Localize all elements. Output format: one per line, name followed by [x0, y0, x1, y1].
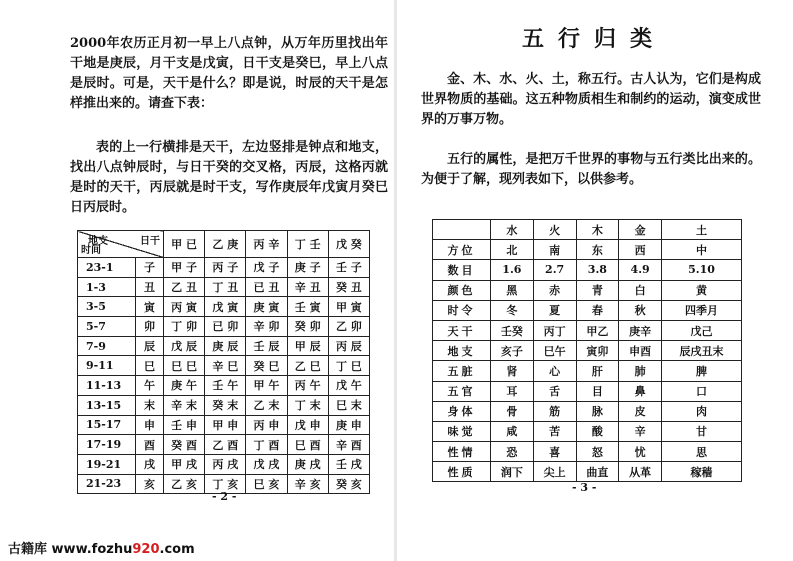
column-header: 土 [662, 220, 742, 240]
attribute-label-cell: 颜色 [433, 280, 491, 300]
branch-cell: 丑 [136, 277, 164, 297]
attribute-value-cell: 东 [576, 240, 619, 260]
time-cell: 1-3 [78, 277, 136, 297]
attribute-label-cell: 方位 [433, 240, 491, 260]
stem-branch-cell: 辛 卯 [246, 317, 287, 337]
attribute-value-cell: 骨 [491, 401, 534, 421]
stem-branch-cell: 甲 戌 [164, 454, 205, 474]
stem-branch-cell: 乙 亥 [164, 474, 205, 494]
time-cell: 21-23 [78, 474, 136, 494]
column-header: 木 [576, 220, 619, 240]
stem-branch-cell: 庚 子 [287, 258, 328, 278]
attribute-label-cell: 五官 [433, 381, 491, 401]
stem-branch-cell: 辛 酉 [328, 435, 369, 455]
stem-branch-cell: 癸 亥 [328, 474, 369, 494]
table-row [78, 336, 370, 356]
attribute-value-cell: 5.10 [662, 260, 742, 280]
table-row [78, 415, 370, 435]
attribute-value-cell: 曲直 [576, 462, 619, 482]
stem-branch-cell: 乙 酉 [205, 435, 246, 455]
stem-branch-cell: 庚 戌 [287, 454, 328, 474]
attribute-value-cell: 目 [576, 381, 619, 401]
branch-cell: 子 [136, 258, 164, 278]
table-row [78, 356, 370, 376]
stem-branch-cell: 戊 戌 [246, 454, 287, 474]
table-row [78, 454, 370, 474]
stem-branch-cell: 壬 戌 [328, 454, 369, 474]
corner-label-day-stem: 日干 [140, 236, 160, 247]
branch-cell: 卯 [136, 317, 164, 337]
stem-branch-cell: 丙 戌 [205, 454, 246, 474]
time-cell: 7-9 [78, 336, 136, 356]
corner-label-time: 时间 [81, 245, 101, 256]
column-header: 丁 壬 [287, 231, 328, 258]
attributes-paragraph: 五行的属性，是把万千世界的事物与五行类比出来的。为便于了解，现列表如下，以供参考。 [421, 152, 761, 187]
stem-branch-cell: 巳 酉 [287, 435, 328, 455]
branch-cell: 巳 [136, 356, 164, 376]
stem-branch-cell: 乙 末 [246, 395, 287, 415]
stem-branch-cell: 乙 卯 [328, 317, 369, 337]
attribute-value-cell: 脾 [662, 361, 742, 381]
attribute-value-cell: 稼穑 [662, 462, 742, 482]
attribute-label-cell: 性质 [433, 462, 491, 482]
attribute-label-cell: 性情 [433, 442, 491, 462]
page-number: - 2 - [212, 490, 237, 503]
watermark-url-suffix: .com [159, 542, 195, 557]
watermark-url-number: 920 [132, 542, 160, 557]
stem-branch-cell: 乙 丑 [164, 277, 205, 297]
table-row [78, 258, 370, 278]
stem-branch-cell: 甲 申 [205, 415, 246, 435]
attribute-value-cell: 尖上 [533, 462, 576, 482]
stem-branch-cell: 癸 巳 [246, 356, 287, 376]
table-row [78, 395, 370, 415]
attribute-value-cell: 丙丁 [533, 320, 576, 340]
time-cell: 23-1 [78, 258, 136, 278]
stem-branch-cell: 庚 寅 [246, 297, 287, 317]
stem-branch-cell: 辛 丑 [287, 277, 328, 297]
table-row [78, 317, 370, 337]
attribute-value-cell: 中 [662, 240, 742, 260]
time-cell: 15-17 [78, 415, 136, 435]
table-row [433, 361, 742, 381]
attribute-label-cell: 数目 [433, 260, 491, 280]
hour-stem-table-header [78, 231, 370, 258]
stem-branch-cell: 丁 巳 [328, 356, 369, 376]
stem-branch-cell: 巳 亥 [246, 474, 287, 494]
column-header: 火 [533, 220, 576, 240]
attribute-value-cell: 润下 [491, 462, 534, 482]
attribute-label-cell: 天干 [433, 320, 491, 340]
column-header: 丙 辛 [246, 231, 287, 258]
table-row [433, 260, 742, 280]
stem-branch-cell: 巳 末 [328, 395, 369, 415]
stem-branch-cell: 甲 午 [246, 376, 287, 396]
stem-branch-cell: 丙 申 [246, 415, 287, 435]
attribute-label-cell: 身体 [433, 401, 491, 421]
attribute-value-cell: 北 [491, 240, 534, 260]
stem-branch-cell: 庚 申 [328, 415, 369, 435]
attribute-label-cell: 五脏 [433, 361, 491, 381]
attribute-value-cell: 秋 [619, 300, 662, 320]
stem-branch-cell: 辛 巳 [205, 356, 246, 376]
table-row [433, 442, 742, 462]
attribute-value-cell: 冬 [491, 300, 534, 320]
table-row [78, 277, 370, 297]
stem-branch-cell: 戊 午 [328, 376, 369, 396]
column-header: 金 [619, 220, 662, 240]
attribute-label-cell: 地支 [433, 341, 491, 361]
attribute-value-cell: 心 [533, 361, 576, 381]
table-row [433, 381, 742, 401]
stem-branch-cell: 丁 卯 [164, 317, 205, 337]
left-page [0, 0, 396, 561]
column-header: 戊 癸 [328, 231, 369, 258]
stem-branch-cell: 丙 寅 [164, 297, 205, 317]
time-cell: 9-11 [78, 356, 136, 376]
table-row [78, 435, 370, 455]
attribute-value-cell: 酸 [576, 421, 619, 441]
watermark-site-name: 古籍库 [8, 542, 48, 557]
table-row [433, 280, 742, 300]
stem-branch-cell: 辛 亥 [287, 474, 328, 494]
attribute-value-cell: 壬癸 [491, 320, 534, 340]
stem-branch-cell: 丁 丑 [205, 277, 246, 297]
branch-cell: 酉 [136, 435, 164, 455]
attribute-value-cell: 肝 [576, 361, 619, 381]
table-row [433, 300, 742, 320]
stem-branch-cell: 巳 巳 [164, 356, 205, 376]
attribute-value-cell: 亥子 [491, 341, 534, 361]
attribute-label-cell: 味觉 [433, 421, 491, 441]
page-number: - 3 - [572, 481, 597, 494]
attribute-value-cell: 耳 [491, 381, 534, 401]
attribute-value-cell: 舌 [533, 381, 576, 401]
stem-branch-cell: 癸 丑 [328, 277, 369, 297]
table-row [78, 376, 370, 396]
branch-cell: 辰 [136, 336, 164, 356]
attribute-value-cell: 寅卯 [576, 341, 619, 361]
attribute-value-cell: 苦 [533, 421, 576, 441]
attribute-value-cell: 从革 [619, 462, 662, 482]
attribute-value-cell: 赤 [533, 280, 576, 300]
attribute-value-cell: 甲乙 [576, 320, 619, 340]
branch-cell: 戌 [136, 454, 164, 474]
empty-corner-cell [433, 220, 491, 240]
attribute-value-cell: 皮 [619, 401, 662, 421]
attribute-value-cell: 西 [619, 240, 662, 260]
stem-branch-cell: 戊 寅 [205, 297, 246, 317]
stem-branch-cell: 丁 末 [287, 395, 328, 415]
branch-cell: 午 [136, 376, 164, 396]
stem-branch-cell: 丙 午 [287, 376, 328, 396]
watermark-url-prefix: www.fozhu [51, 542, 133, 557]
stem-branch-cell: 丙 子 [205, 258, 246, 278]
attribute-value-cell: 1.6 [491, 260, 534, 280]
attribute-value-cell: 咸 [491, 421, 534, 441]
attribute-value-cell: 2.7 [533, 260, 576, 280]
book-gutter [394, 0, 397, 561]
table-row [433, 240, 742, 260]
attribute-value-cell: 怒 [576, 442, 619, 462]
column-header: 乙 庚 [205, 231, 246, 258]
stem-branch-cell: 壬 子 [328, 258, 369, 278]
attribute-value-cell: 口 [662, 381, 742, 401]
attribute-value-cell: 忧 [619, 442, 662, 462]
attribute-value-cell: 四季月 [662, 300, 742, 320]
right-page [398, 0, 793, 561]
attribute-value-cell: 白 [619, 280, 662, 300]
site-watermark [8, 538, 195, 557]
instruction-paragraph: 表的上一行横排是天干，左边竖排是钟点和地支，找出八点钟辰时，与日干癸的交叉格，丙辰，这格丙就是时的天干，丙辰就是时干支，写作庚辰年戊寅月癸巳日丙辰时。 [70, 140, 388, 215]
stem-branch-cell: 壬 寅 [287, 297, 328, 317]
attribute-value-cell: 申酉 [619, 341, 662, 361]
attribute-value-cell: 戊己 [662, 320, 742, 340]
stem-branch-cell: 庚 午 [164, 376, 205, 396]
attribute-value-cell: 筋 [533, 401, 576, 421]
attribute-label-cell: 时令 [433, 300, 491, 320]
intro-paragraph: 2000年农历正月初一早上八点钟，从万年历里找出年干地是庚辰，月干支是戊寅，日干支是癸巳，早上八点是辰时。可是，天干是什么？即是说，时辰的天干是怎样推出来的。请查下表： [70, 36, 388, 111]
stem-branch-cell: 戊 申 [287, 415, 328, 435]
attribute-value-cell: 青 [576, 280, 619, 300]
attribute-value-cell: 庚辛 [619, 320, 662, 340]
attribute-value-cell: 巳午 [533, 341, 576, 361]
attribute-value-cell: 辛 [619, 421, 662, 441]
attribute-value-cell: 黄 [662, 280, 742, 300]
attribute-value-cell: 脉 [576, 401, 619, 421]
attribute-value-cell: 春 [576, 300, 619, 320]
branch-cell: 申 [136, 415, 164, 435]
table-row [433, 341, 742, 361]
attribute-value-cell: 夏 [533, 300, 576, 320]
stem-branch-cell: 甲 辰 [287, 336, 328, 356]
stem-branch-cell: 癸 酉 [164, 435, 205, 455]
branch-cell: 末 [136, 395, 164, 415]
attribute-value-cell: 肉 [662, 401, 742, 421]
stem-branch-cell: 壬 申 [164, 415, 205, 435]
stem-branch-cell: 丁 酉 [246, 435, 287, 455]
table-row [433, 401, 742, 421]
attribute-value-cell: 喜 [533, 442, 576, 462]
stem-branch-cell: 已 卯 [205, 317, 246, 337]
time-cell: 13-15 [78, 395, 136, 415]
page-title: 五行归类 [522, 26, 667, 52]
attribute-value-cell: 恐 [491, 442, 534, 462]
five-elements-table-header [433, 220, 742, 240]
table-row [433, 462, 742, 482]
stem-branch-cell: 乙 巳 [287, 356, 328, 376]
stem-branch-cell: 丙 辰 [328, 336, 369, 356]
stem-branch-cell: 癸 末 [205, 395, 246, 415]
five-elements-paragraph: 金、木、水、火、土，称五行。古人认为，它们是构成世界物质的基础。这五种物质相生和制约的运动，演变成世界的万事万物。 [421, 72, 761, 127]
five-elements-table [432, 219, 742, 482]
table-row [78, 297, 370, 317]
time-cell: 5-7 [78, 317, 136, 337]
stem-branch-cell: 癸 卯 [287, 317, 328, 337]
attribute-value-cell: 南 [533, 240, 576, 260]
time-cell: 3-5 [78, 297, 136, 317]
time-cell: 17-19 [78, 435, 136, 455]
attribute-value-cell: 3.8 [576, 260, 619, 280]
stem-branch-cell: 甲 寅 [328, 297, 369, 317]
corner-label-branch: 地支 [88, 236, 108, 247]
stem-branch-cell: 戊 辰 [164, 336, 205, 356]
stem-branch-cell: 辛 末 [164, 395, 205, 415]
attribute-value-cell: 鼻 [619, 381, 662, 401]
stem-branch-cell: 庚 辰 [205, 336, 246, 356]
table-row [433, 421, 742, 441]
hour-stem-table [77, 230, 370, 494]
stem-branch-cell: 壬 辰 [246, 336, 287, 356]
branch-cell: 寅 [136, 297, 164, 317]
attribute-value-cell: 肺 [619, 361, 662, 381]
column-header: 甲 已 [164, 231, 205, 258]
attribute-value-cell: 4.9 [619, 260, 662, 280]
column-header: 水 [491, 220, 534, 240]
table-corner-cell [78, 231, 164, 258]
stem-branch-cell: 壬 午 [205, 376, 246, 396]
attribute-value-cell: 甘 [662, 421, 742, 441]
attribute-value-cell: 肾 [491, 361, 534, 381]
attribute-value-cell: 辰戌丑末 [662, 341, 742, 361]
stem-branch-cell: 戊 子 [246, 258, 287, 278]
stem-branch-cell: 甲 子 [164, 258, 205, 278]
table-row [433, 320, 742, 340]
branch-cell: 亥 [136, 474, 164, 494]
stem-branch-cell: 已 丑 [246, 277, 287, 297]
time-cell: 19-21 [78, 454, 136, 474]
time-cell: 11-13 [78, 376, 136, 396]
stem-branch-cell: 丁 亥 [205, 474, 246, 494]
attribute-value-cell: 思 [662, 442, 742, 462]
attribute-value-cell: 黑 [491, 280, 534, 300]
